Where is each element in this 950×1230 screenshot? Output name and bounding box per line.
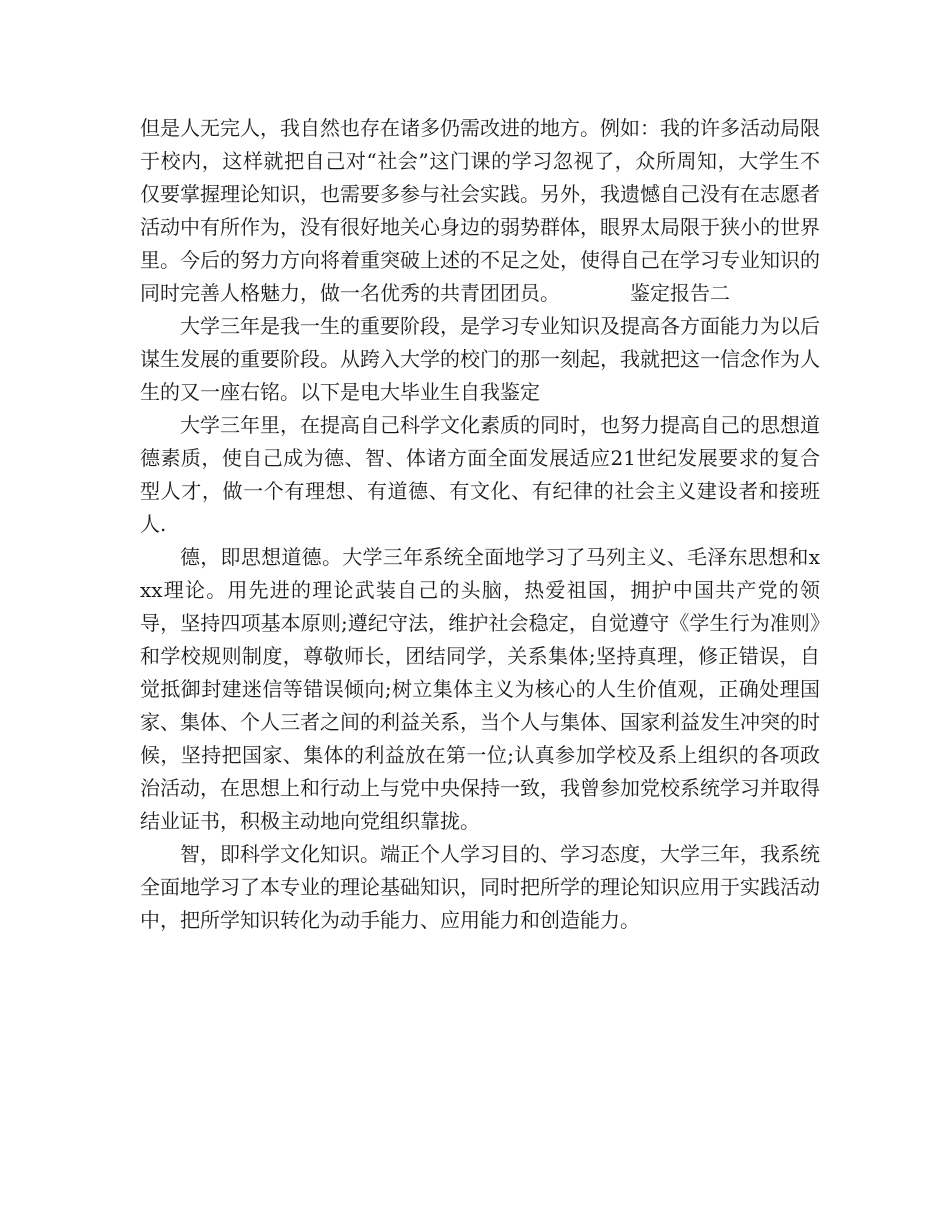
paragraph-2: 大学三年是我一生的重要阶段，是学习专业知识及提高各方面能力为以后谋生发展的重要阶段。从跨入大学的校门的那一刻起，我就把这一信念作为人生的又一座右铭。以下是电大毕业生自我鉴定 <box>140 314 820 404</box>
paragraph-5: 智，即科学文化知识。端正个人学习目的、学习态度，大学三年，我系统全面地学习了本专业的理论基础知识，同时把所学的理论知识应用于实践活动中，把所学知识转化为动手能力、应用能力和创造能力。 <box>140 842 820 932</box>
paragraph-4: 德，即思想道德。大学三年系统全面地学习了马列主义、毛泽东思想和xxx理论。用先进的理论武装自己的头脑，热爱祖国，拥护中国共产党的领导，坚持四项基本原则;遵纪守法，维护社会稳定，自觉遵守《学生行为准则》和学校规则制度，尊敬师长，团结同学，关系集体;坚持真理，修正错误，自觉抵御封建迷信等错误倾向;树立集体主义为核心的人生价值观，正确处理国家、集体、个人三者之间的利益关系，当个人与集体、国家利益发生冲突的时候，坚持把国家、集体的利益放在第一位;认真参加学校及系上组织的各项政治活动，在思想上和行动上与党中央保持一致，我曾参加党校系统学习并取得结业证书，积极主动地向党组织靠拢。 <box>140 545 820 833</box>
paragraph-1-text: 但是人无完人，我自然也存在诸多仍需改进的地方。例如：我的许多活动局限于校内，这样就把自己对“社会”这门课的学习忽视了，众所周知，大学生不仅要掌握理论知识，也需要多参与社会实践。另外，我遗憾自己没有在志愿者活动中有所作为，没有很好地关心身边的弱势群体，眼界太局限于狭小的世界里。今后的努力方向将着重突破上述的不足之处，使得自己在学习专业知识的同时完善人格魅力，做一名优秀的共青团团员。 <box>140 116 820 305</box>
paragraph-3: 大学三年里，在提高自己科学文化素质的同时，也努力提高自己的思想道德素质，使自己成为德、智、体诸方面全面发展适应21世纪发展要求的复合型人才，做一个有理想、有道德、有文化、有纪律的社会主义建设者和接班人. <box>140 413 820 536</box>
section-heading: 鉴定报告二 <box>630 281 730 305</box>
paragraph-1 <box>140 112 820 310</box>
document-body <box>140 112 820 937</box>
